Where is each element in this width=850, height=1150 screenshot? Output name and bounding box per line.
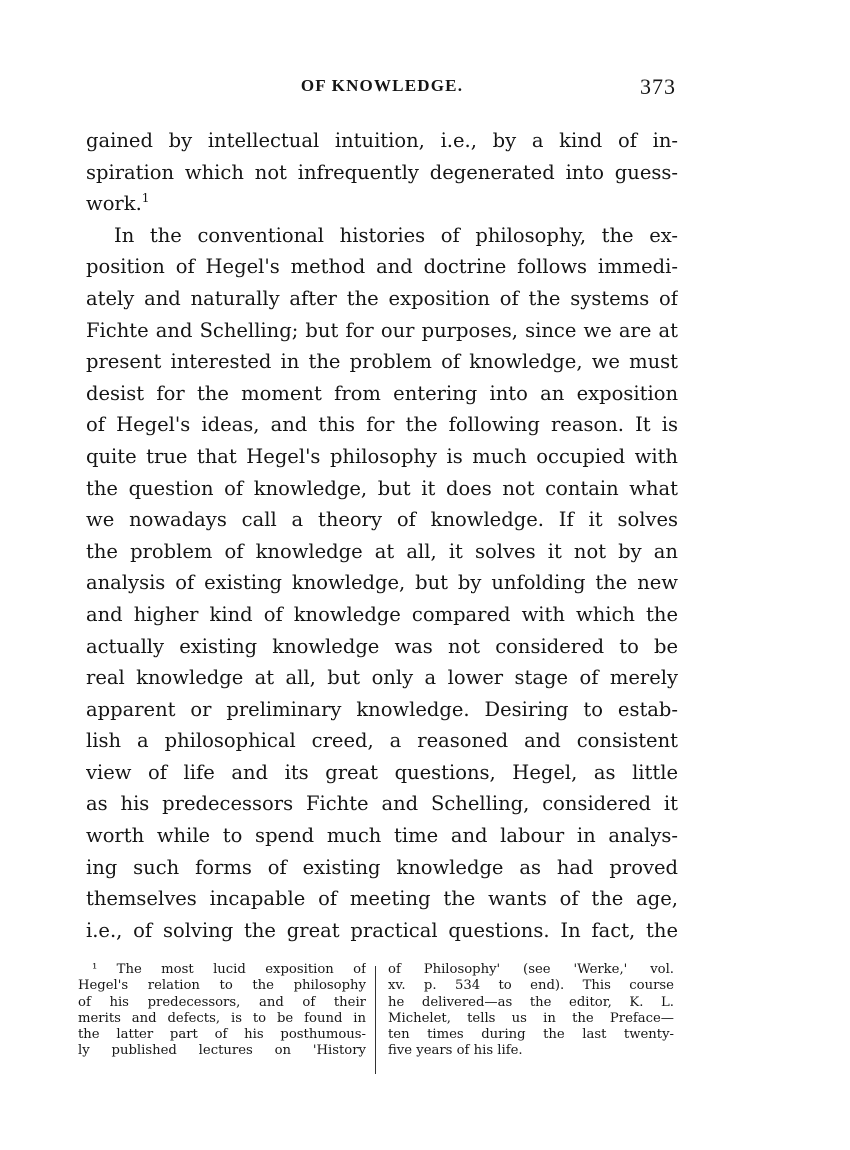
- text-line: i.e., of solving the great practical questions. In fact, the: [86, 918, 678, 942]
- text-line: view of life and its great questions, Hegel, as little: [86, 760, 678, 784]
- footnote-line: Michelet, tells us in the Preface—: [388, 1010, 674, 1026]
- text-line: Fichte and Schelling; but for our purposes, since we are at: [86, 318, 678, 342]
- text-line: quite true that Hegel's philosophy is much occupied with: [86, 444, 678, 468]
- text-line: and higher kind of knowledge compared with which the: [86, 602, 678, 626]
- text-line: lish a philosophical creed, a reasoned and consistent: [86, 729, 678, 753]
- running-head: [86, 76, 678, 106]
- text-line: In the conventional histories of philosophy, the ex-: [114, 223, 678, 247]
- text-line: [86, 188, 678, 220]
- text-line: ately and naturally after the exposition of the systems of: [86, 286, 678, 310]
- text-line: actually existing knowledge was not considered to be: [86, 634, 678, 658]
- text-line: real knowledge at all, but only a lower stage of merely: [86, 666, 678, 690]
- text-line: themselves incapable of meeting the wants of the age,: [86, 887, 678, 911]
- text-line: the question of knowledge, but it does not contain what: [86, 476, 678, 500]
- footnote-line: merits and defects, is to be found in: [78, 1010, 366, 1026]
- footnote-line: ¹ The most lucid exposition of: [92, 962, 366, 977]
- text-line: the problem of knowledge at all, it solves it not by an: [86, 539, 678, 563]
- footnote-line: of Philosophy' (see 'Werke,' vol.: [388, 962, 674, 977]
- text-line: of Hegel's ideas, and this for the following reason. It is: [86, 413, 678, 437]
- page-number: 373: [640, 74, 676, 99]
- running-title: OF KNOWLEDGE.: [300, 76, 464, 95]
- footnote-reference: 1: [141, 191, 150, 206]
- footnote-column-divider: [375, 966, 376, 1074]
- footnote-column-right: [388, 962, 674, 1060]
- footnote-line: ly published lectures on 'History: [78, 1043, 366, 1059]
- text-line: as his predecessors Fichte and Schelling, considered it: [86, 792, 678, 816]
- text-line: we nowadays call a theory of knowledge. If it solves: [86, 508, 678, 532]
- book-page: [78, 0, 678, 1150]
- footnote-column-left: [78, 962, 366, 1060]
- footnote-line: Hegel's relation to the philosophy: [78, 978, 366, 994]
- text-line: position of Hegel's method and doctrine follows immedi-: [86, 255, 678, 279]
- footnote-line: ten times during the last twenty-: [388, 1027, 674, 1043]
- text-line: worth while to spend much time and labour in analys-: [86, 824, 678, 848]
- footnote-line: of his predecessors, and of their: [78, 994, 366, 1010]
- footnote-line: xv. p. 534 to end). This course: [388, 978, 674, 994]
- text-line: ing such forms of existing knowledge as had proved: [86, 855, 678, 879]
- text-line: analysis of existing knowledge, but by unfolding the new: [86, 571, 678, 595]
- text-line: gained by intellectual intuition, i.e., by a kind of in-: [86, 129, 678, 152]
- footnotes: [78, 962, 682, 1082]
- text-line: spiration which not infrequently degenerated into guess-: [86, 160, 678, 184]
- body-text: [86, 125, 678, 946]
- text-line: present interested in the problem of knowledge, we must: [86, 350, 678, 374]
- text-line-content: work.: [86, 192, 142, 216]
- text-line: desist for the moment from entering into an exposition: [86, 381, 678, 405]
- text-line: apparent or preliminary knowledge. Desiring to estab-: [86, 697, 678, 721]
- footnote-line: five years of his life.: [388, 1043, 523, 1059]
- footnote-line: the latter part of his posthumous-: [78, 1027, 366, 1043]
- footnote-line: he delivered—as the editor, K. L.: [388, 994, 674, 1010]
